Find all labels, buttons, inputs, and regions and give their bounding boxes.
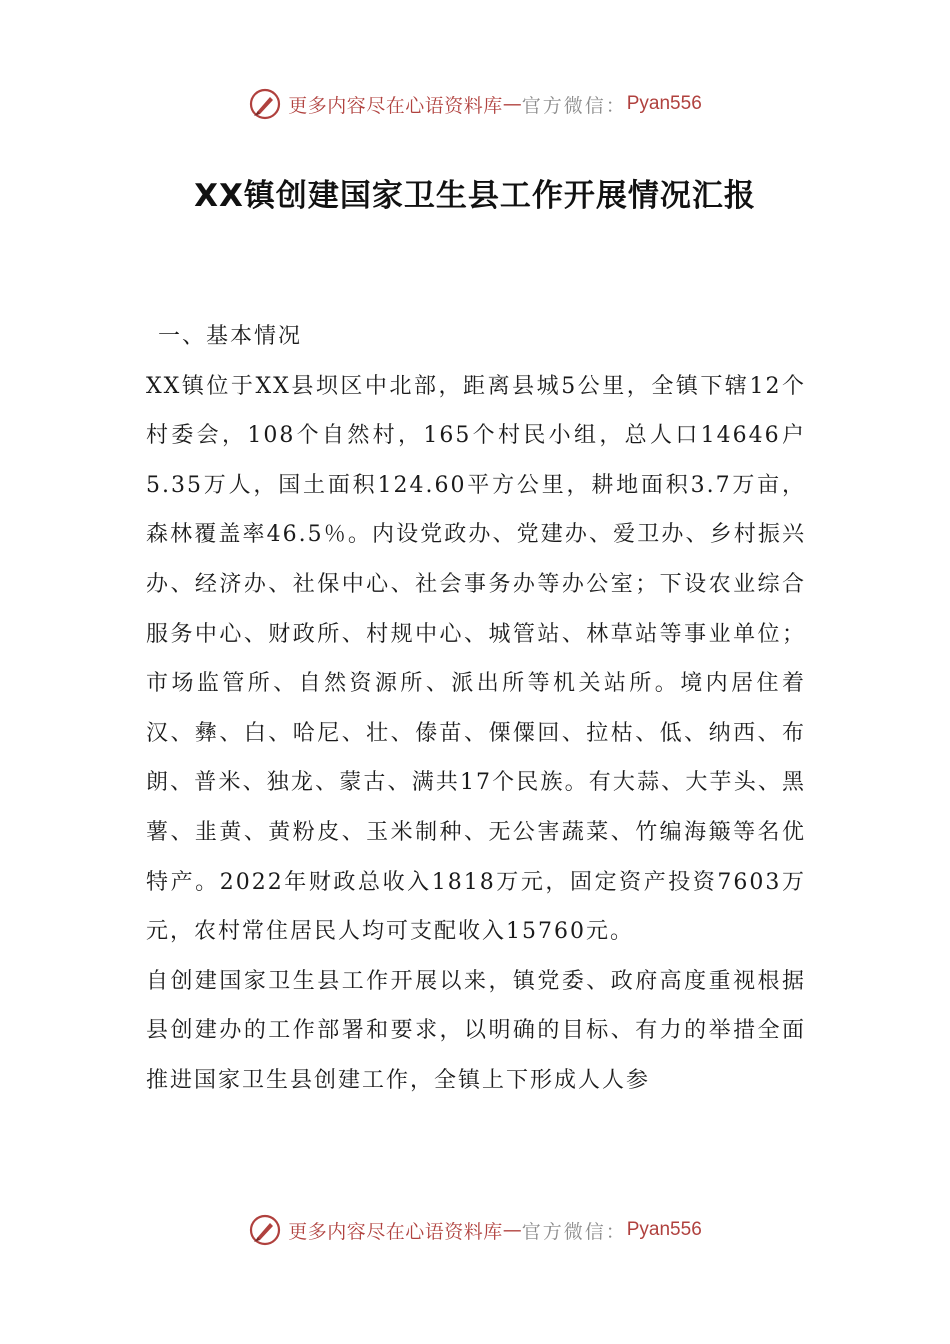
document-title: XX镇创建国家卫生县工作开展情况汇报 xyxy=(194,178,756,214)
paragraph-2: 自创建国家卫生县工作开展以来，镇党委、政府高度重视根据县创建办的工作部署和要求，以明确的目标、有力的举措全面推进国家卫生县创建工作，全镇上下形成人人参 xyxy=(146,968,806,1093)
paragraph-1: XX镇位于XX县坝区中北部，距离县城5公里，全镇下辖12个村委会，108个自然村，165个村民小组，总人口14646户5.35万人，国土面积124.60平方公里，耕地面积3.7万亩，森林覆盖率46.5％。内设党政办、党建办、爱卫办、乡村振兴办、经济办、社保中心、社会事务办等办公室；下设农业综合服务中心、财政所、村规中心、城管站、林草站等事业单位；市场监管所、自然资源所、派出所等机关站所。境内居住着汉、彝、白、哈尼、壮、傣苗、傈僳回、拉枯、低、纳西、布朗、普米、独龙、蒙古、满共17个民族。有大蒜、大芋头、黑薯、韭黄、黄粉皮、玉米制种、无公害蔬菜、竹编海簸等名优特产。2022年财政总收入1818万元，固定资产投资7603万元，农村常住居民人均可支配收入15760元。 xyxy=(146,373,806,945)
banner-brand-text: 更多内容尽在心语资料库 xyxy=(288,94,503,117)
banner-dash: — xyxy=(502,93,522,115)
document-body xyxy=(146,312,806,1106)
banner-wechat-id: Pyan556 xyxy=(626,1219,702,1240)
section-heading: 一、基本情况 xyxy=(158,324,303,349)
header-banner xyxy=(0,84,950,124)
banner-dash: — xyxy=(502,1219,522,1241)
banner-wechat-label: 官方微信： xyxy=(521,1220,627,1243)
pen-logo-icon xyxy=(248,87,282,121)
footer-banner xyxy=(0,1210,950,1250)
pen-logo-icon xyxy=(248,1213,282,1247)
banner-wechat-label: 官方微信： xyxy=(521,94,627,117)
banner-brand-text: 更多内容尽在心语资料库 xyxy=(288,1220,503,1243)
banner-wechat-id: Pyan556 xyxy=(626,93,702,114)
